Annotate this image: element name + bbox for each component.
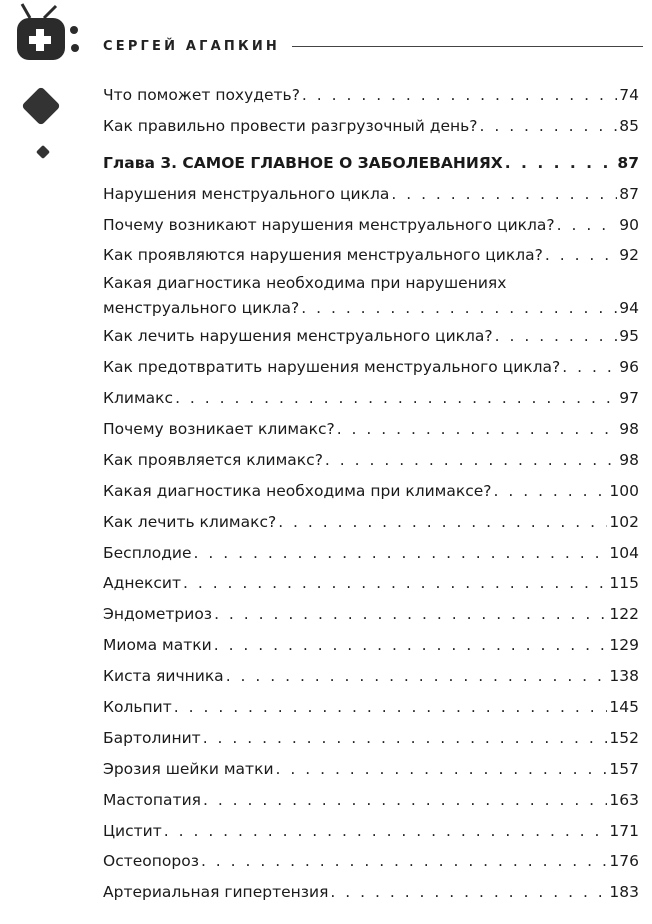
toc-page-number: 98	[619, 450, 639, 469]
toc-page-number: 115	[609, 574, 639, 593]
toc-leader-dots	[278, 507, 607, 538]
toc-row	[103, 877, 639, 908]
toc-leader-dots	[302, 80, 617, 111]
toc-title: Что поможет похудеть?	[103, 85, 300, 104]
toc-row	[103, 271, 639, 296]
toc-title: Бартолинит	[103, 728, 201, 747]
toc-row	[103, 476, 639, 507]
toc-row	[103, 692, 639, 723]
toc-leader-dots	[330, 877, 607, 908]
toc-page-number: 96	[619, 358, 639, 377]
toc-row	[103, 538, 639, 569]
toc-leader-dots	[203, 785, 607, 816]
toc-row	[103, 599, 639, 630]
toc-leader-dots	[557, 210, 618, 241]
toc-row	[103, 414, 639, 445]
toc-leader-dots	[505, 148, 616, 179]
toc-row	[103, 352, 639, 383]
toc-page-number: 157	[609, 759, 639, 778]
toc-title: Климакс	[103, 389, 174, 408]
toc-leader-dots	[325, 445, 617, 476]
toc-page-number: 87	[617, 153, 639, 172]
toc-row	[103, 785, 639, 816]
toc-leader-dots	[479, 111, 617, 142]
table-of-contents	[103, 80, 639, 908]
toc-leader-dots	[174, 692, 608, 723]
toc-title: Мастопатия	[103, 790, 201, 809]
toc-leader-dots	[562, 352, 617, 383]
running-header	[103, 34, 643, 58]
toc-leader-dots	[301, 296, 617, 321]
toc-page-number: 183	[609, 883, 639, 902]
toc-leader-dots	[214, 630, 608, 661]
toc-leader-dots	[545, 240, 617, 271]
toc-page-number: 92	[619, 246, 639, 265]
toc-leader-dots	[183, 568, 607, 599]
toc-leader-dots	[391, 179, 617, 210]
toc-title: Как правильно провести разгрузочный день?	[103, 116, 478, 135]
toc-page-number: 102	[609, 512, 639, 531]
toc-title: Глава 3. САМОЕ ГЛАВНОЕ О ЗАБОЛЕВАНИЯХ	[103, 153, 503, 172]
toc-page-number: 87	[619, 184, 639, 203]
toc-leader-dots	[194, 538, 608, 569]
toc-title: Как лечить климакс?	[103, 512, 277, 531]
toc-leader-dots	[164, 816, 608, 847]
toc-title: Миома матки	[103, 636, 212, 655]
toc-row	[103, 754, 639, 785]
toc-page-number: 138	[609, 667, 639, 686]
toc-title: Как проявляются нарушения менструального цикла?	[103, 246, 543, 265]
toc-page-number: 129	[609, 636, 639, 655]
toc-page-number: 171	[609, 821, 639, 840]
toc-title: Эндометриоз	[103, 605, 213, 624]
toc-title: Аднексит	[103, 574, 181, 593]
toc-row	[103, 80, 639, 111]
toc-row	[103, 630, 639, 661]
toc-title: Кольпит	[103, 698, 172, 717]
toc-row	[103, 321, 639, 352]
toc-chapter-row	[103, 148, 639, 179]
toc-leader-dots	[226, 661, 608, 692]
toc-leader-dots	[276, 754, 608, 785]
toc-page-number: 74	[619, 85, 639, 104]
toc-title: Эрозия шейки матки	[103, 759, 274, 778]
toc-title: Остеопороз	[103, 852, 199, 871]
toc-title: Как проявляется климакс?	[103, 450, 323, 469]
toc-leader-dots	[495, 321, 618, 352]
toc-leader-dots	[494, 476, 608, 507]
toc-row	[103, 661, 639, 692]
toc-row	[103, 816, 639, 847]
toc-row	[103, 210, 639, 241]
toc-page-number: 85	[619, 116, 639, 135]
toc-leader-dots	[337, 414, 618, 445]
toc-row	[103, 111, 639, 142]
toc-title: Как лечить нарушения менструального цикла?	[103, 327, 493, 346]
toc-page-number: 98	[619, 420, 639, 438]
toc-row	[103, 240, 639, 271]
toc-title: Какая диагностика необходима при климаксе?	[103, 481, 492, 500]
toc-page-number: 95	[619, 327, 639, 346]
toc-title: менструального цикла?	[103, 299, 300, 318]
toc-title: Бесплодие	[103, 543, 192, 562]
author-name: СЕРГЕЙ АГАПКИН	[103, 38, 280, 54]
toc-page-number: 152	[609, 728, 639, 747]
toc-title: Как предотвратить нарушения менструального цикла?	[103, 358, 561, 377]
toc-row	[103, 568, 639, 599]
toc-leader-dots	[203, 723, 608, 754]
tv-plus-logo-icon	[0, 0, 100, 170]
toc-page-number: 145	[609, 698, 639, 717]
toc-title: Нарушения менструального цикла	[103, 184, 390, 203]
toc-page-number: 104	[609, 543, 639, 562]
toc-leader-dots	[214, 599, 607, 630]
toc-page-number: 122	[609, 605, 639, 624]
toc-title: Артериальная гипертензия	[103, 883, 329, 902]
toc-page-number: 100	[609, 481, 639, 500]
toc-title: Почему возникают нарушения менструального цикла?	[103, 215, 555, 234]
toc-row	[103, 383, 639, 414]
toc-row	[103, 296, 639, 321]
toc-title: Почему возникает климакс?	[103, 420, 335, 438]
toc-page-number: 90	[619, 215, 639, 234]
toc-page-number: 176	[609, 852, 639, 871]
toc-row	[103, 179, 639, 210]
toc-row	[103, 846, 639, 877]
toc-row	[103, 445, 639, 476]
toc-leader-dots	[175, 383, 617, 414]
toc-page-number: 97	[619, 389, 639, 408]
toc-title: Какая диагностика необходима при нарушениях	[103, 274, 507, 293]
toc-title: Цистит	[103, 821, 162, 840]
toc-title: Киста яичника	[103, 667, 224, 686]
toc-page-number: 163	[609, 790, 639, 809]
header-rule	[292, 46, 643, 47]
toc-row	[103, 723, 639, 754]
toc-leader-dots	[201, 846, 607, 877]
toc-row	[103, 507, 639, 538]
toc-page-number: 94	[619, 299, 639, 318]
